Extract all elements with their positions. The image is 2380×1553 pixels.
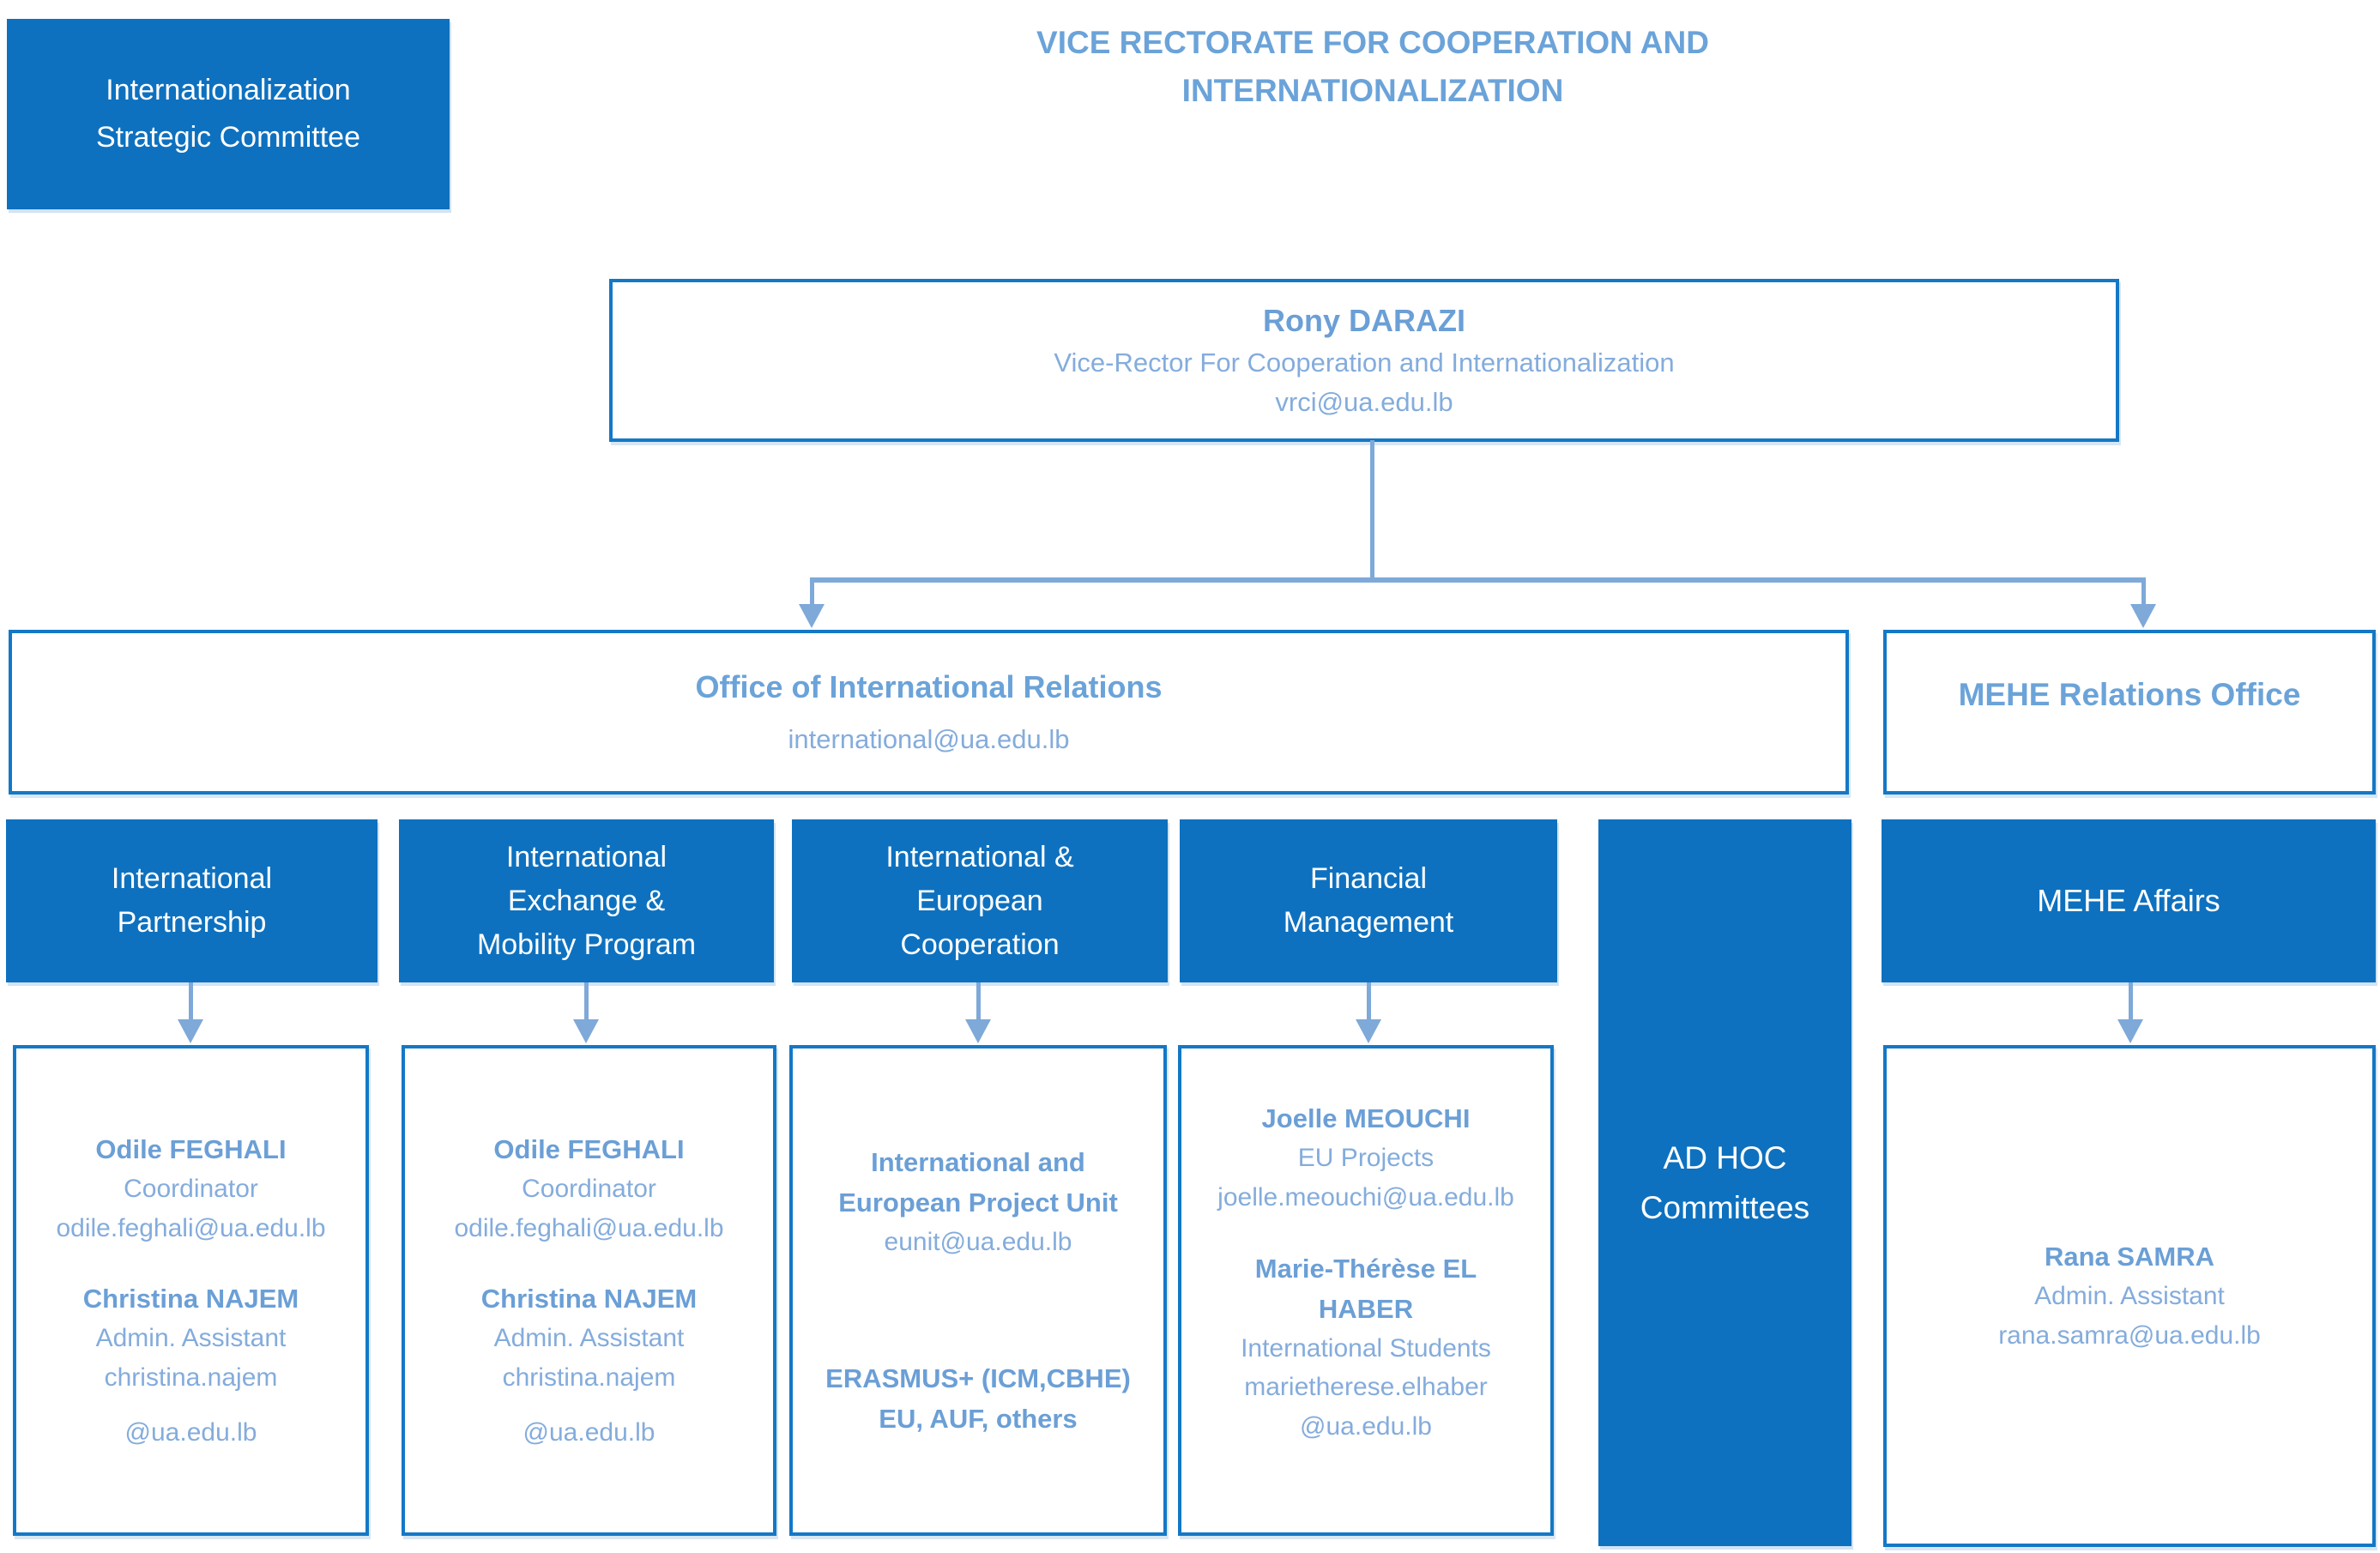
dept-label-line: International [111, 862, 273, 895]
dept-arrow-stem [584, 982, 589, 1022]
vice-rector-box [609, 279, 2119, 442]
unit-title-line: International and [871, 1146, 1085, 1177]
dept-label-line: Cooperation [900, 928, 1060, 961]
staff-role: EU Projects [1297, 1144, 1435, 1173]
staff-box-mehe-affairs [1883, 1045, 2376, 1547]
arrow-down-icon [965, 1019, 991, 1043]
staff-email: @ua.edu.lb [523, 1417, 655, 1447]
dept-financial-management-box [1180, 819, 1557, 982]
staff-email: rana.samra@ua.edu.lb [1998, 1321, 2261, 1351]
staff-email: joelle.meouchi@ua.edu.lb [1217, 1183, 1514, 1212]
dept-arrow-stem [976, 982, 981, 1022]
staff-email: odile.feghali@ua.edu.lb [454, 1213, 724, 1242]
strategic-committee-label-line2: Strategic Committee [96, 121, 360, 154]
staff-name: Christina NAJEM [82, 1284, 299, 1314]
ad-hoc-committees-box [1598, 819, 1851, 1546]
arrow-down-icon [799, 604, 825, 628]
dept-label-line: Financial [1309, 862, 1428, 895]
page-title [858, 19, 1888, 114]
dept-label-line: Management [1283, 906, 1454, 939]
vice-rector-name: Rony DARAZI [1263, 303, 1465, 338]
ad-hoc-label-line: AD HOC [1663, 1140, 1787, 1176]
arrow-down-icon [573, 1019, 599, 1043]
staff-name: Joelle MEOUCHI [1261, 1103, 1471, 1134]
dept-label-line: Mobility Program [476, 928, 697, 961]
dept-label-line: European [916, 884, 1043, 917]
dept-arrow-stem [189, 982, 193, 1022]
mehe-affairs-label: MEHE Affairs [2037, 883, 2220, 918]
staff-role: Admin. Assistant [2034, 1282, 2225, 1311]
staff-name-line: HABER [1318, 1293, 1414, 1324]
staff-email: christina.najem [104, 1363, 278, 1392]
staff-box-european-project-unit [789, 1045, 1167, 1536]
staff-box-international-partnership [13, 1045, 369, 1536]
page-title-line2: INTERNATIONALIZATION [1181, 72, 1564, 108]
mehe-relations-office-box [1883, 630, 2376, 795]
strategic-committee-label-line1: Internationalization [106, 73, 351, 106]
staff-role: Coordinator [522, 1175, 656, 1204]
staff-email: @ua.edu.lb [124, 1417, 257, 1447]
staff-box-international-exchange [402, 1045, 776, 1536]
staff-name: Rana SAMRA [2044, 1242, 2215, 1272]
dept-international-exchange-mobility-box [399, 819, 774, 982]
staff-email: christina.najem [502, 1363, 676, 1392]
dept-international-partnership-box [6, 819, 378, 982]
staff-email: odile.feghali@ua.edu.lb [56, 1213, 326, 1242]
vice-rector-email: vrci@ua.edu.lb [1275, 387, 1453, 417]
connector-vertical-line [1370, 440, 1374, 580]
office-international-relations-email: international@ua.edu.lb [788, 724, 1070, 754]
dept-label-line: International & [885, 840, 1074, 873]
staff-name-line: Marie-Thérèse EL [1254, 1253, 1477, 1284]
staff-name: Christina NAJEM [480, 1284, 698, 1314]
staff-name: Odile FEGHALI [95, 1133, 287, 1164]
arrow-down-icon [2130, 604, 2156, 628]
dept-label-line: International [505, 840, 667, 873]
dept-international-european-cooperation-box [792, 819, 1168, 982]
staff-role: Coordinator [124, 1175, 258, 1204]
staff-role: International Students [1241, 1333, 1491, 1363]
arrow-down-icon [1356, 1019, 1381, 1043]
staff-email: marietherese.elhaber [1244, 1373, 1488, 1402]
staff-name: Odile FEGHALI [493, 1133, 685, 1164]
arrow-down-icon [178, 1019, 203, 1043]
staff-box-financial-management [1178, 1045, 1554, 1536]
ad-hoc-label-line: Committees [1640, 1189, 1810, 1225]
arrow-down-icon [2117, 1019, 2143, 1043]
office-international-relations-title: Office of International Relations [695, 669, 1163, 704]
staff-role: Admin. Assistant [95, 1324, 287, 1353]
staff-email: @ua.edu.lb [1300, 1412, 1432, 1441]
programs-line: ERASMUS+ (ICM,CBHE) [825, 1363, 1131, 1393]
connector-horizontal-line [810, 577, 2146, 583]
dept-arrow-stem [2129, 982, 2133, 1022]
dept-label-line: Partnership [117, 906, 267, 939]
page-title-line1: VICE RECTORATE FOR COOPERATION AND [1036, 25, 1709, 60]
dept-arrow-stem [1367, 982, 1371, 1022]
strategic-committee-box [7, 19, 450, 209]
programs-line: EU, AUF, others [879, 1403, 1078, 1434]
staff-role: Admin. Assistant [493, 1324, 685, 1353]
unit-email: eunit@ua.edu.lb [884, 1228, 1072, 1257]
office-international-relations-box [9, 630, 1849, 795]
vice-rector-role: Vice-Rector For Cooperation and Internationalization [1054, 347, 1675, 378]
mehe-affairs-box [1882, 819, 2376, 982]
dept-label-line: Exchange & [507, 884, 666, 917]
mehe-relations-office-title: MEHE Relations Office [1958, 677, 2301, 712]
unit-title-line: European Project Unit [838, 1187, 1118, 1218]
